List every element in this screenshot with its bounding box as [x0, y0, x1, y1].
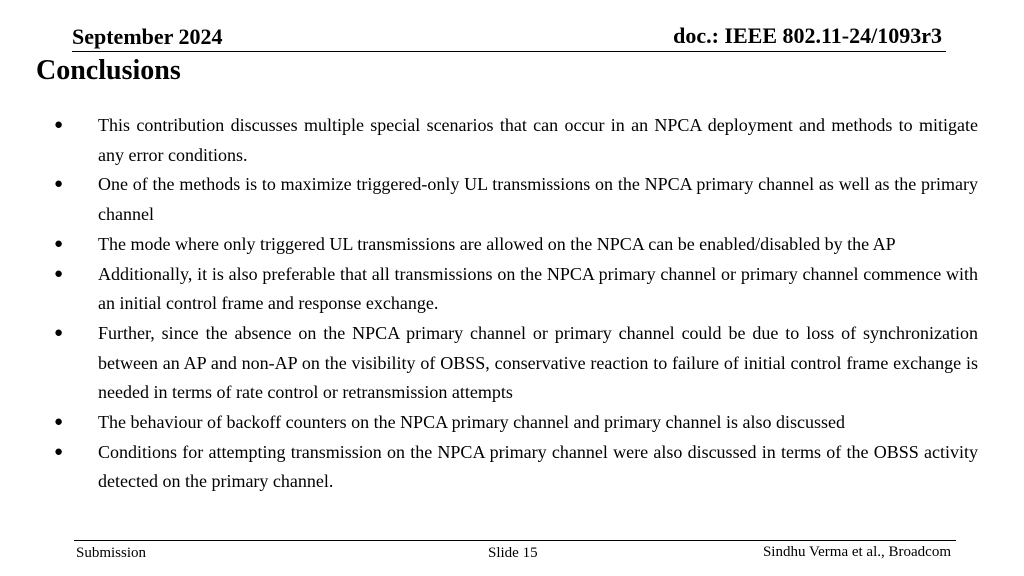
footer-divider [74, 540, 956, 541]
bullet-text: The mode where only triggered UL transmissions are allowed on the NPCA can be enabled/disabled by the AP [98, 233, 896, 254]
bullet-dot-icon: ● [54, 265, 64, 282]
bullet-item [50, 111, 978, 170]
bullet-item [50, 319, 978, 408]
bullet-dot-icon: ● [54, 414, 64, 431]
bullet-item [50, 408, 978, 438]
bullet-item [50, 230, 978, 260]
bullet-dot-icon: ● [54, 117, 64, 133]
bullet-text: One of the methods is to maximize triggered-only UL transmissions on the NPCA primary channel as well as the primary channel [98, 174, 978, 225]
bullet-item [50, 170, 978, 229]
bullet-text: Conditions for attempting transmission on the NPCA primary channel were also discussed in terms of the OBSS activity detected on the primary channel. [98, 441, 978, 492]
bullet-list [50, 111, 978, 497]
slide-title: Conclusions [36, 55, 181, 86]
bullet-item [50, 438, 978, 497]
slide-number: Slide 15 [488, 545, 538, 561]
bullet-text: The behaviour of backoff counters on the NPCA primary channel and primary channel is also discussed [98, 412, 845, 433]
bullet-text: Further, since the absence on the NPCA primary channel or primary channel could be due to loss of synchronization between an AP and non-AP on the visibility of OBSS, conservative reaction to failure of initial control frame exchange is needed in terms of rate control or retransmission attempts [98, 322, 978, 403]
bullet-dot-icon: ● [54, 176, 64, 193]
bullet-dot-icon: ● [54, 235, 64, 252]
header-date: September 2024 [72, 24, 223, 49]
bullet-text: This contribution discusses multiple special scenarios that can occur in an NPCA deployment and methods to mitigate any error conditions. [98, 115, 978, 165]
bullet-dot-icon: ● [54, 324, 64, 341]
header-doc-id: doc.: IEEE 802.11-24/1093r3 [673, 23, 942, 48]
header-divider [72, 51, 946, 52]
bullet-dot-icon: ● [54, 443, 64, 460]
bullet-item [50, 260, 978, 319]
footer-submission: Submission [76, 545, 147, 561]
bullet-text: Additionally, it is also preferable that all transmissions on the NPCA primary channel or primary channel commence with an initial control frame and response exchange. [98, 263, 978, 314]
footer-author: Sindhu Verma et al., Broadcom [762, 544, 951, 560]
